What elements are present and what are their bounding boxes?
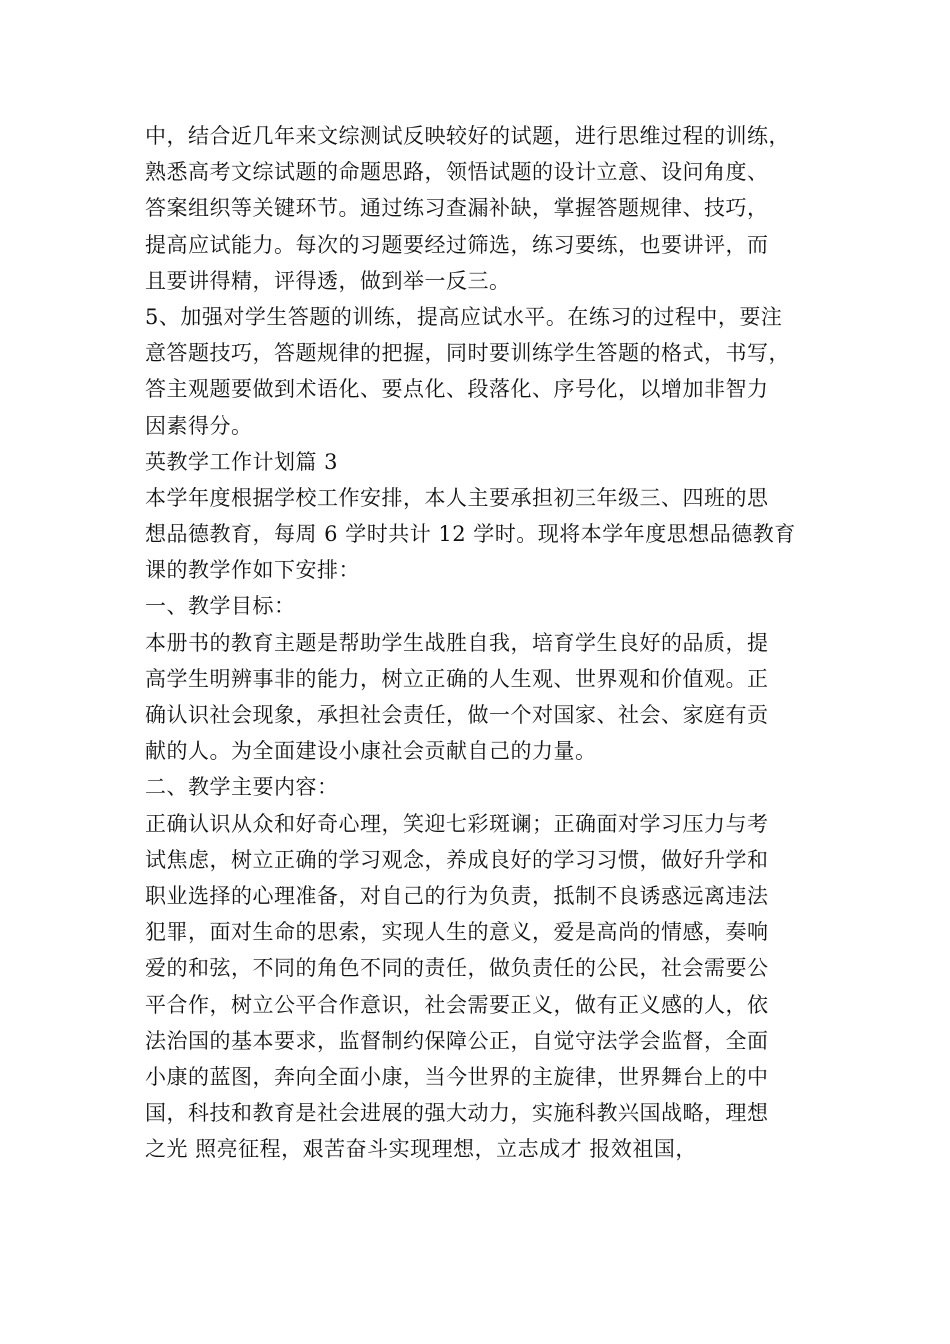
text-line: 熟悉高考文综试题的命题思路，领悟试题的设计立意、设问角度、 (145, 160, 769, 185)
text-line: 答主观题要做到术语化、要点化、段落化、序号化，以增加非智力 (145, 377, 769, 402)
text-line: 职业选择的心理准备，对自己的行为负责，抵制不良诱惑远离违法 (145, 883, 769, 908)
section-heading: 英教学工作计划篇 3 (145, 449, 339, 474)
text-line: 因素得分。 (145, 413, 253, 438)
text-line: 且要讲得精，评得透，做到举一反三。 (145, 268, 511, 293)
text-line: 正确认识从众和好奇心理，笑迎七彩斑谰；正确面对学习压力与考 (145, 811, 769, 836)
text-line: 法治国的基本要求，监督制约保障公正，自觉守法学会监督，全面 (145, 1028, 769, 1053)
text-line: 国，科技和教育是社会进展的强大动力，实施科教兴国战略，理想 (145, 1101, 769, 1126)
text-line: 答案组织等关键环节。通过练习查漏补缺，掌握答题规律、技巧， (145, 196, 769, 221)
text-line: 献的人。为全面建设小康社会贡献自己的力量。 (145, 739, 597, 764)
text-line: 本学年度根据学校工作安排，本人主要承担初三年级三、四班的思 (145, 485, 769, 510)
text-line: 确认识社会现象，承担社会责任，做一个对国家、社会、家庭有贡 (145, 703, 769, 727)
text-line: 平合作，树立公平合作意识，社会需要正义，做有正义感的人，依 (145, 992, 769, 1017)
text-line: 小康的蓝图，奔向全面小康，当今世界的主旋律，世界舞台上的中 (145, 1064, 769, 1089)
text-line: 意答题技巧，答题规律的把握，同时要训练学生答题的格式，书写， (145, 341, 790, 366)
text-line: 5、加强对学生答题的训练，提高应试水平。在练习的过程中，要注 (145, 304, 783, 329)
text-line: 提高应试能力。每次的习题要经过筛选，练习要练，也要讲评，而 (145, 232, 769, 257)
text-line: 犯罪，面对生命的思索，实现人生的意义，爱是高尚的情感，奏响 (145, 920, 769, 945)
text-line: 爱的和弦，不同的角色不同的责任，做负责任的公民，社会需要公 (145, 956, 769, 981)
text-line: 课的教学作如下安排： (145, 558, 360, 583)
text-line: 本册书的教育主题是帮助学生战胜自我，培育学生良好的品质，提 (145, 630, 769, 655)
subsection-heading: 一、教学目标： (145, 594, 296, 619)
text-line: 试焦虑，树立正确的学习观念，养成良好的学习习惯，做好升学和 (145, 847, 769, 872)
text-line: 之光 照亮征程，艰苦奋斗实现理想，立志成才 报效祖国， (145, 1137, 697, 1162)
text-line: 高学生明辨事非的能力，树立正确的人生观、世界观和价值观。正 (145, 666, 769, 691)
subsection-heading: 二、教学主要内容： (145, 775, 339, 800)
text-line: 想品德教育，每周 6 学时共计 12 学时。现将本学年度思想品德教育 (145, 522, 796, 547)
document-body (145, 118, 845, 1167)
text-line: 中，结合近几年来文综测试反映较好的试题，进行思维过程的训练， (145, 124, 790, 148)
